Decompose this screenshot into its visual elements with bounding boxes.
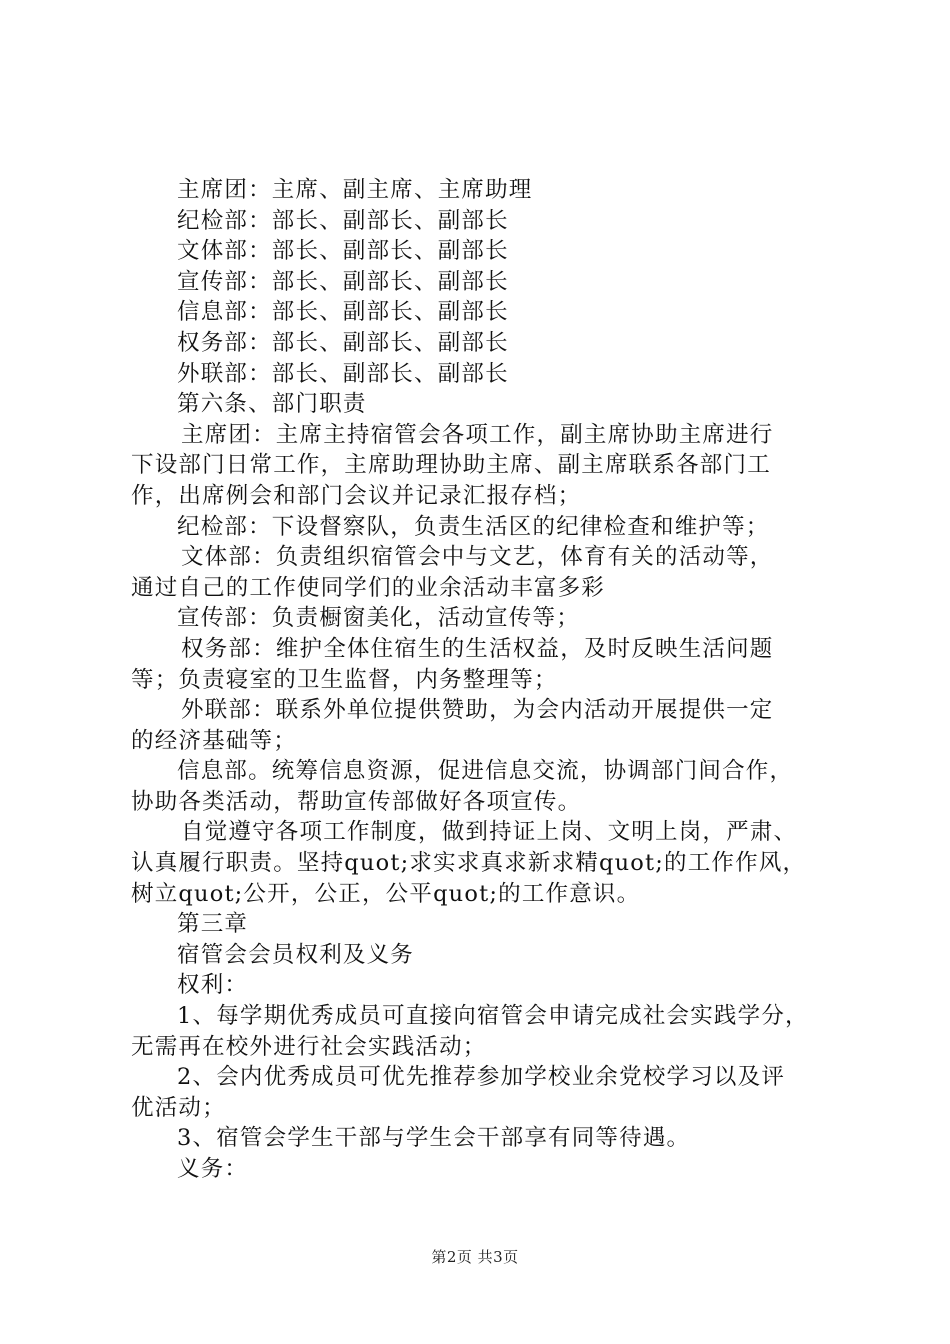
page-footer: 第2页 共3页	[431, 1248, 519, 1266]
text-line: 等；负责寝室的卫生监督，内务整理等；	[131, 666, 558, 693]
text-line: 权务部：部长、副部长、副部长	[177, 329, 509, 356]
text-line: 纪检部：部长、副部长、副部长	[177, 207, 509, 234]
text-line: 权务部：维护全体住宿生的生活权益，及时反映生活问题	[181, 635, 774, 662]
text-line: 宣传部：部长、副部长、副部长	[177, 268, 509, 295]
text-line: 宿管会会员权利及义务	[177, 941, 415, 968]
text-line: 主席团：主席主持宿管会各项工作，副主席协助主席进行	[181, 421, 774, 448]
text-line: 宣传部：负责橱窗美化，活动宣传等；	[177, 605, 580, 632]
text-line: 自觉遵守各项工作制度，做到持证上岗、文明上岗，严肃、	[181, 819, 798, 846]
text-line: 主席团：主席、副主席、主席助理	[177, 177, 533, 203]
text-line: 1、每学期优秀成员可直接向宿管会申请完成社会实践学分，	[177, 1003, 809, 1030]
text-line: 2、会内优秀成员可优先推荐参加学校业余党校学习以及评	[177, 1064, 786, 1091]
text-line: 纪检部：下设督察队，负责生活区的纪律检查和维护等；	[177, 513, 770, 540]
text-line: 3、宿管会学生干部与学生会干部享有同等待遇。	[177, 1125, 691, 1152]
text-line: 的经济基础等；	[131, 727, 297, 754]
text-line: 外联部：部长、副部长、副部长	[177, 360, 509, 387]
text-line: 优活动；	[131, 1094, 226, 1121]
text-line: 文体部：负责组织宿管会中与文艺，体育有关的活动等，	[181, 544, 774, 571]
text-line: 通过自己的工作使同学们的业余活动丰富多彩	[131, 574, 606, 601]
text-line: 协助各类活动，帮助宣传部做好各项宣传。	[131, 788, 582, 815]
text-line: 信息部。统筹信息资源，促进信息交流，协调部门间合作，	[177, 758, 794, 785]
text-line: 义务：	[177, 1156, 249, 1182]
text-line: 文体部：部长、副部长、副部长	[177, 238, 509, 265]
text-line: 无需再在校外进行社会实践活动；	[131, 1033, 487, 1060]
text-line: 权利：	[177, 972, 249, 999]
text-line: 第六条、部门职责	[177, 391, 367, 418]
text-line: 外联部：联系外单位提供赞助，为会内活动开展提供一定	[181, 697, 774, 724]
text-line: 第三章	[177, 911, 249, 938]
text-line: 下设部门日常工作，主席助理协助主席、副主席联系各部门工	[131, 452, 771, 479]
document-body	[131, 175, 836, 1185]
text-line: 认真履行职责。坚持quot;求实求真求新求精quot;的工作作风，	[131, 850, 807, 877]
text-line: 作，出席例会和部门会议并记录汇报存档；	[131, 482, 582, 509]
text-line: 信息部：部长、副部长、副部长	[177, 299, 509, 326]
text-line: 树立quot;公开，公正，公平quot;的工作意识。	[131, 880, 641, 907]
